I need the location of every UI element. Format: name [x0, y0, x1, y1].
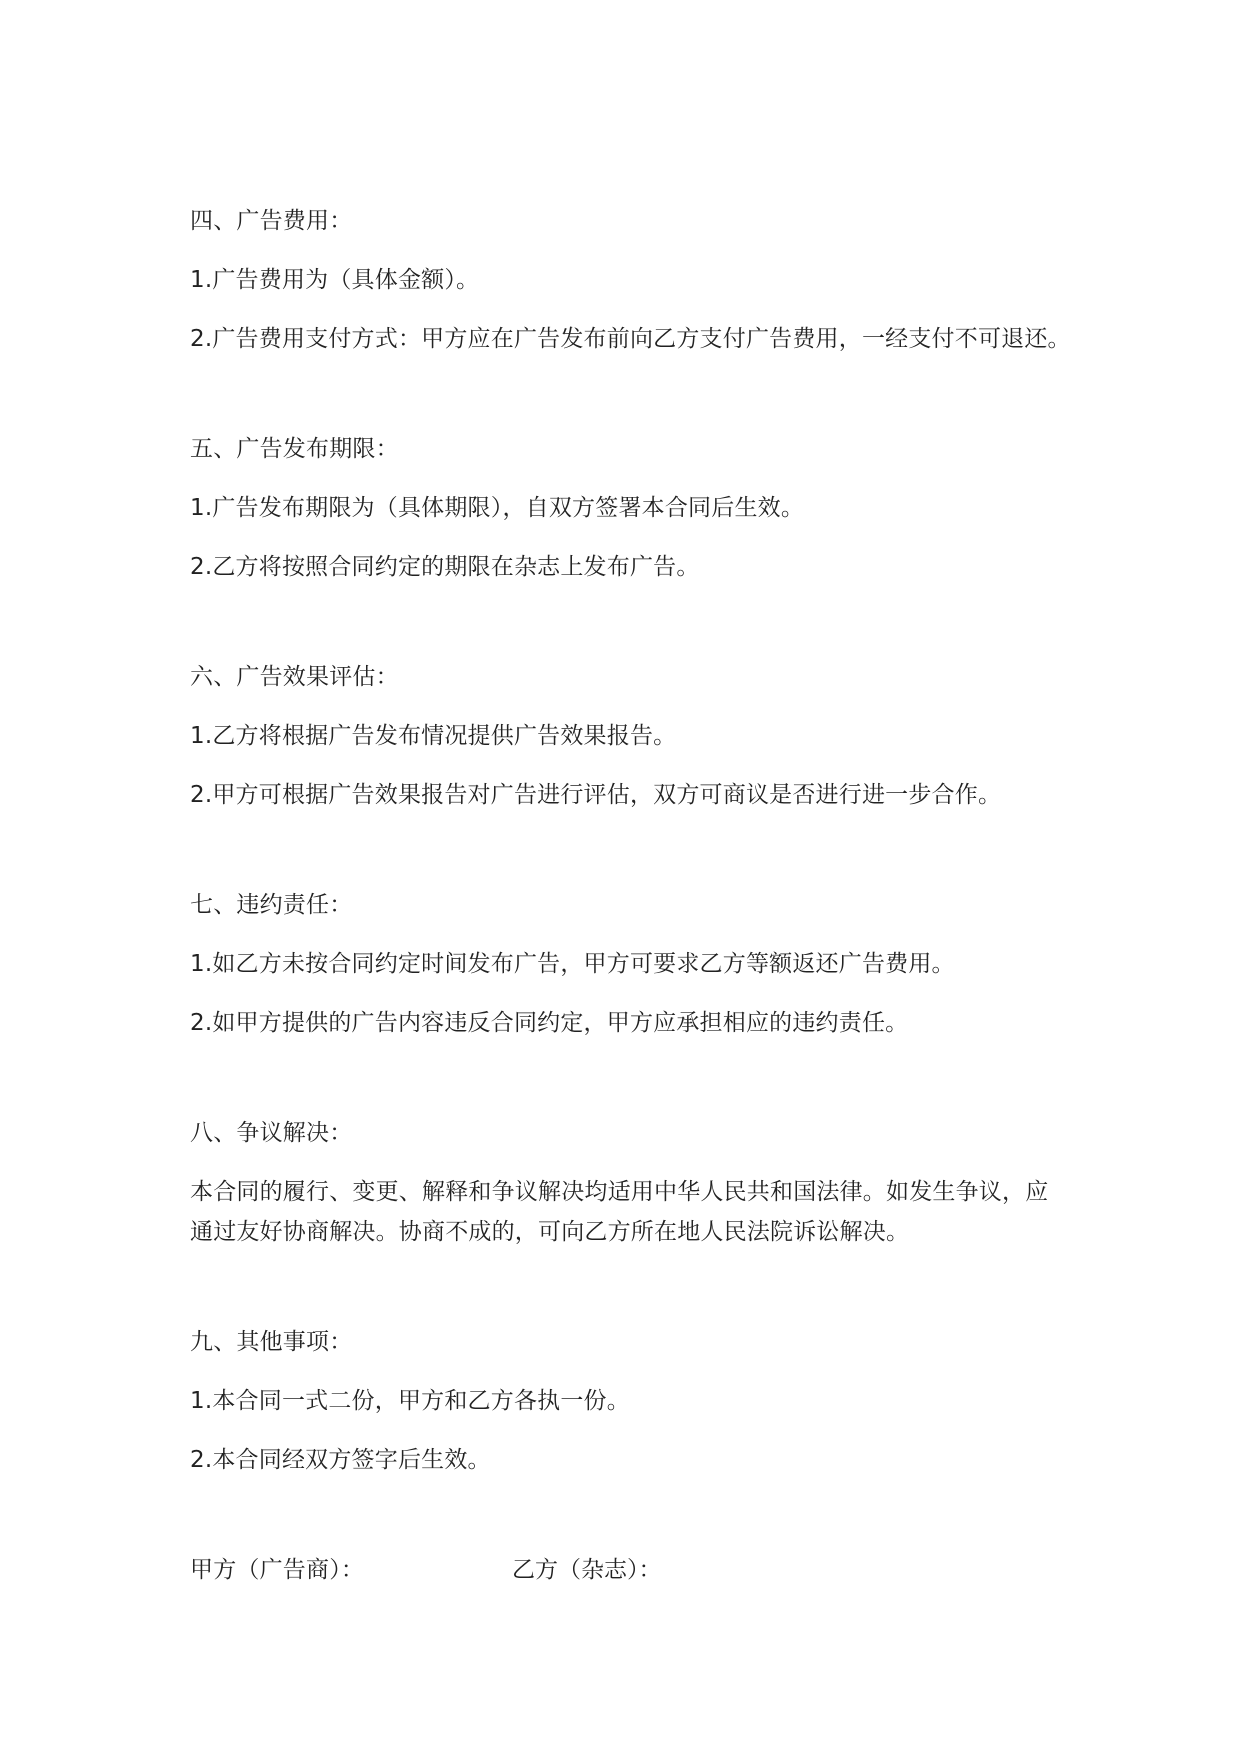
section-heading-fee: 四、广告费用：: [190, 208, 353, 234]
list-item: 2.如甲方提供的广告内容违反合同约定，甲方应承担相应的违约责任。: [190, 1010, 909, 1036]
list-item: 2.本合同经双方签字后生效。: [190, 1447, 491, 1473]
section-heading-liability: 七、违约责任：: [190, 892, 353, 918]
list-item: 2.乙方将按照合同约定的期限在杂志上发布广告。: [190, 554, 700, 580]
list-item: 2.甲方可根据广告效果报告对广告进行评估，双方可商议是否进行进一步合作。: [190, 782, 1002, 808]
list-item: 1.乙方将根据广告发布情况提供广告效果报告。: [190, 723, 677, 749]
paragraph-line: 通过友好协商解决。协商不成的，可向乙方所在地人民法院诉讼解决。: [190, 1219, 910, 1245]
section-heading-dispute: 八、争议解决：: [190, 1120, 353, 1146]
list-item: 1.广告发布期限为（具体期限），自双方签署本合同后生效。: [190, 495, 805, 521]
section-heading-evaluation: 六、广告效果评估：: [190, 664, 399, 690]
section-heading-period: 五、广告发布期限：: [190, 436, 399, 462]
list-item: 2.广告费用支付方式：甲方应在广告发布前向乙方支付广告费用，一经支付不可退还。: [190, 326, 1071, 352]
list-item: 1.本合同一式二份，甲方和乙方各执一份。: [190, 1388, 630, 1414]
signature-party-a: 甲方（广告商）：: [190, 1557, 365, 1583]
list-item: 1.广告费用为（具体金额）。: [190, 267, 480, 293]
paragraph-line: 本合同的履行、变更、解释和争议解决均适用中华人民共和国法律。如发生争议，应: [190, 1179, 1049, 1205]
signature-party-b: 乙方（杂志）：: [512, 1557, 662, 1583]
list-item: 1.如乙方未按合同约定时间发布广告，甲方可要求乙方等额返还广告费用。: [190, 951, 955, 977]
section-heading-other: 九、其他事项：: [190, 1329, 353, 1355]
